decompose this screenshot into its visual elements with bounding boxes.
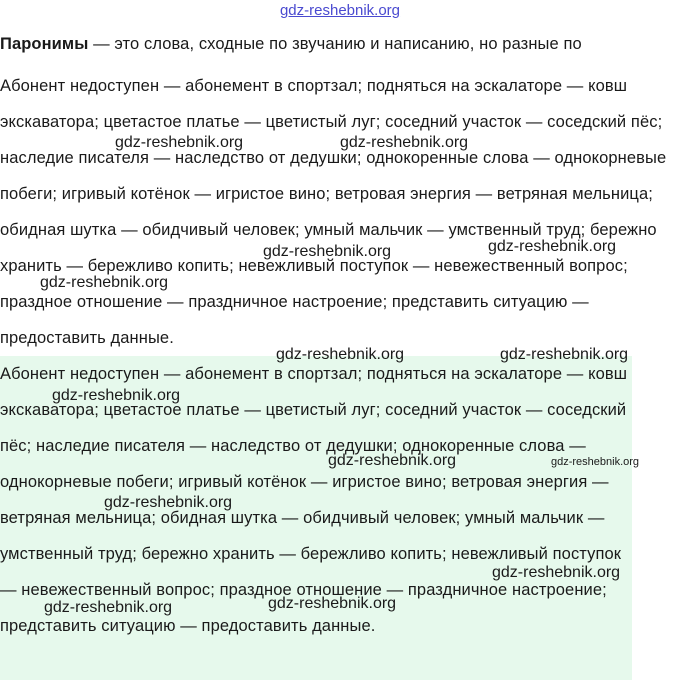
definition-rest: — это слова, сходные по звучанию и написанию, но разные по [88,35,582,53]
watermark: gdz-reshebnik.org [40,274,169,291]
definition-paragraph [0,26,680,62]
watermark: gdz-reshebnik.org [500,346,629,363]
definition-term: Паронимы [0,35,89,53]
watermark: gdz-reshebnik.org [340,134,469,151]
answer-text: Абонент недоступен — абонемент в спортзал; подняться на эскалаторе — ковш экскаватора; цветастое платье — цветистый луг; соседний участок — соседский пёс; наследие писателя — наследство от дедушки; однокоренные слова — однокорневые побеги; игривый котёнок — игристое вино; ветровая энергия — ветряная мельница; обидная шутка — обидчивый человек; умный мальчик — умственный труд; бережно хранить — бережливо копить; невежливый поступок — невежественный вопрос; праздное отношение — праздничное настроение; представить ситуацию — предоставить данные. [0,365,628,635]
site-link[interactable]: gdz-reshebnik.org [279,2,401,19]
watermark: gdz-reshebnik.org [263,243,392,260]
watermark: gdz-reshebnik.org [328,452,457,469]
watermark: gdz-reshebnik.org [551,456,640,468]
watermark: gdz-reshebnik.org [44,599,173,616]
watermark: gdz-reshebnik.org [52,387,181,404]
watermark: gdz-reshebnik.org [104,494,233,511]
watermark: gdz-reshebnik.org [276,346,405,363]
watermark: gdz-reshebnik.org [492,564,621,581]
watermark: gdz-reshebnik.org [268,595,397,612]
watermark: gdz-reshebnik.org [115,134,244,151]
watermark: gdz-reshebnik.org [488,238,617,255]
task-text: Абонент недоступен — абонемент в спортзал; подняться на эскалаторе — ковш экскаватора; цветастое платье — цветистый луг; соседний участок — соседский пёс; наследие писателя — наследство от дедушки; однокоренные слова — однокорневые побеги; игривый котёнок — игристое вино; ветровая энергия — ветряная мельница; обидная шутка — обидчивый человек; умный мальчик — умственный труд; бережно хранить — бережливо копить; невежливый поступок — невежественный вопрос; праздное отношение — праздничное настроение; представить ситуацию — предоставить данные. [0,77,667,347]
